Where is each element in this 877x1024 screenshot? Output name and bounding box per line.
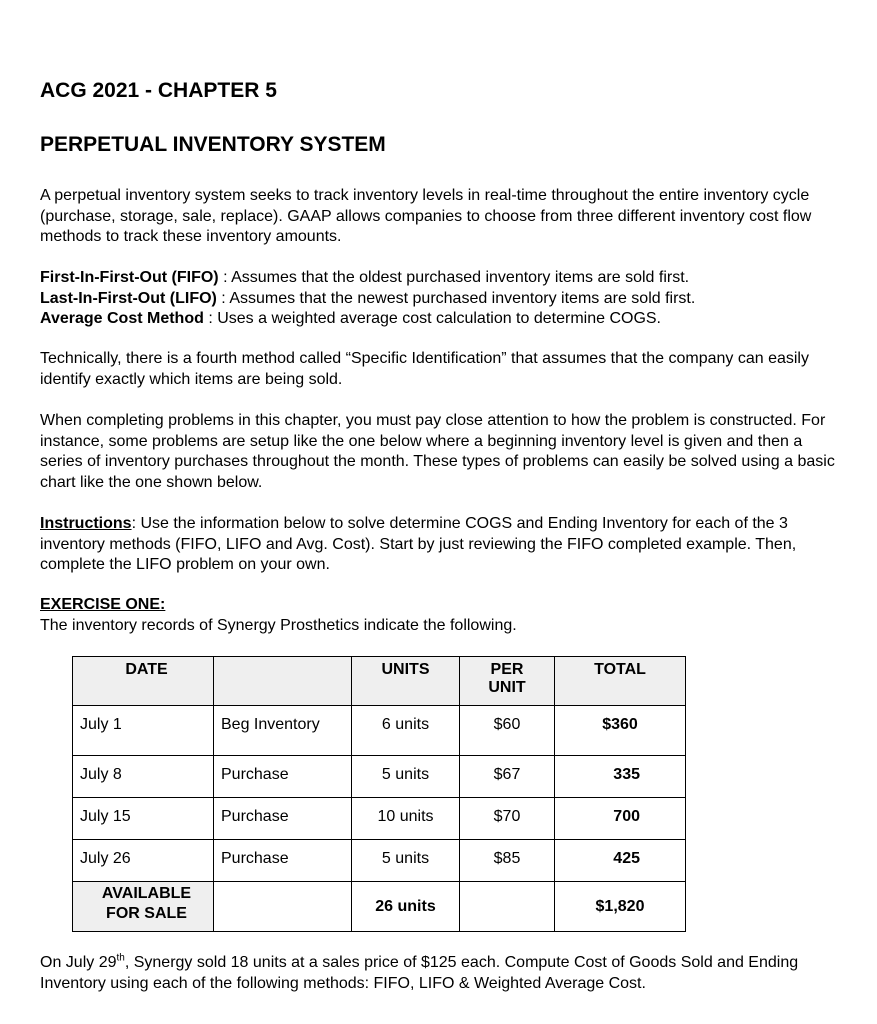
method-average: Average Cost Method : Uses a weighted average cost calculation to determine COGS. xyxy=(40,310,661,327)
available-units: 26 units xyxy=(352,882,460,932)
inventory-table xyxy=(72,656,686,932)
header-per-unit: PER UNIT xyxy=(460,657,555,706)
cell-units: 6 units xyxy=(352,706,460,756)
method-fifo: First-In-First-Out (FIFO) : Assumes that the oldest purchased inventory items are sold first. xyxy=(40,269,690,286)
available-for-sale-row xyxy=(73,882,686,932)
methods-list xyxy=(40,268,835,330)
header-total: TOTAL xyxy=(555,657,686,706)
table-row xyxy=(73,798,686,840)
cell-units: 5 units xyxy=(352,840,460,882)
table-row xyxy=(73,756,686,798)
cell-date: July 1 xyxy=(73,706,214,756)
problem-approach-paragraph: When completing problems in this chapter, you must pay close attention to how the problem is constructed. For instance, some problems are setup like the one below where a beginning inventory level is given and then a series of inventory purchases throughout the month. These types of problems can easily be solved using a basic chart like the one shown below. xyxy=(40,412,835,491)
cell-description: Purchase xyxy=(214,798,352,840)
available-description xyxy=(214,882,352,932)
cell-total: 700 xyxy=(555,798,686,840)
exercise-block xyxy=(40,595,835,636)
exercise-label: EXERCISE ONE: xyxy=(40,596,166,613)
header-date: DATE xyxy=(73,657,214,706)
specific-identification-paragraph: Technically, there is a fourth method called “Specific Identification” that assumes that the company can easily identify exactly which items are being sold. xyxy=(40,350,809,388)
available-total: $1,820 xyxy=(555,882,686,932)
available-label: AVAILABLE FOR SALE xyxy=(73,882,214,932)
table-header-row xyxy=(73,657,686,706)
cell-per-unit: $85 xyxy=(460,840,555,882)
final-paragraph: On July 29th, Synergy sold 18 units at a sales price of $125 each. Compute Cost of Goods Sold and Ending Inventory using each of the following methods: FIFO, LIFO & Weighted Average Cost. xyxy=(40,952,799,992)
cell-total: 335 xyxy=(555,756,686,798)
header-description xyxy=(214,657,352,706)
cell-description: Purchase xyxy=(214,756,352,798)
instructions-paragraph: Instructions: Use the information below to solve determine COGS and Ending Inventory for each of the 3 inventory methods (FIFO, LIFO and Avg. Cost). Start by just reviewing the FIFO completed example. Then, complete the LIFO problem on your own. xyxy=(40,515,797,573)
cell-date: July 15 xyxy=(73,798,214,840)
available-per-unit xyxy=(460,882,555,932)
cell-per-unit: $67 xyxy=(460,756,555,798)
cell-total: $360 xyxy=(555,706,686,756)
instructions-label: Instructions xyxy=(40,515,132,532)
cell-units: 5 units xyxy=(352,756,460,798)
cell-description: Purchase xyxy=(214,840,352,882)
cell-description: Beg Inventory xyxy=(214,706,352,756)
table-row xyxy=(73,840,686,882)
topic-heading: PERPETUAL INVENTORY SYSTEM xyxy=(40,133,386,156)
exercise-text: The inventory records of Synergy Prosthetics indicate the following. xyxy=(40,616,517,634)
table-row xyxy=(73,706,686,756)
header-units: UNITS xyxy=(352,657,460,706)
cell-date: July 8 xyxy=(73,756,214,798)
cell-units: 10 units xyxy=(352,798,460,840)
cell-total: 425 xyxy=(555,840,686,882)
course-heading: ACG 2021 - CHAPTER 5 xyxy=(40,79,277,102)
cell-per-unit: $70 xyxy=(460,798,555,840)
intro-paragraph: A perpetual inventory system seeks to track inventory levels in real-time throughout the entire inventory cycle (purchase, storage, sale, replace). GAAP allows companies to choose from three different inventory cost flow methods to track these inventory amounts. xyxy=(40,187,812,245)
cell-date: July 26 xyxy=(73,840,214,882)
method-lifo: Last-In-First-Out (LIFO) : Assumes that the newest purchased inventory items are sold first. xyxy=(40,289,696,307)
cell-per-unit: $60 xyxy=(460,706,555,756)
